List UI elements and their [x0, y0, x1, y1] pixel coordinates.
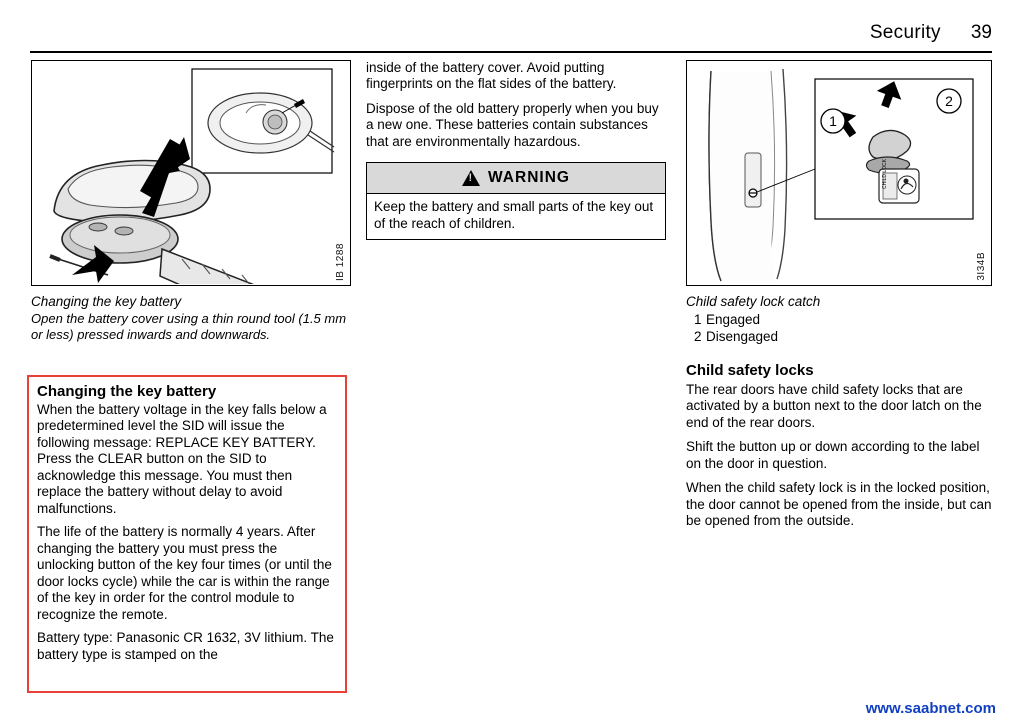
- middle-body: [366, 60, 666, 150]
- legend-item: [686, 312, 992, 329]
- legend-number: 1: [694, 312, 702, 328]
- warning-box: [366, 162, 666, 240]
- svg-text:CHILD LOCK: CHILD LOCK: [882, 158, 888, 189]
- highlighted-section: [27, 375, 347, 693]
- child-safety-lock-figure: [686, 60, 992, 286]
- warning-label: WARNING: [488, 169, 570, 187]
- legend-number: 2: [694, 329, 702, 345]
- right-section-heading: Child safety locks: [686, 362, 814, 380]
- warning-header: [367, 163, 665, 194]
- right-paragraph-2: Shift the button up or down according to the label on the door in question.: [686, 439, 980, 471]
- middle-column: [366, 60, 666, 240]
- figure-legend: [686, 312, 992, 346]
- page-number: 39: [970, 22, 992, 43]
- legend-label: Disengaged: [706, 329, 779, 345]
- figure-caption-body: Open the battery cover using a thin round tool (1.5 mm or less) pressed inwards and downwards.: [31, 311, 347, 342]
- figure-code: IB 1288: [335, 243, 346, 281]
- figure-code: 3I34B: [976, 252, 987, 281]
- highlight-paragraph-3: Battery type: Panasonic CR 1632, 3V lithium. The battery type is stamped on the: [37, 630, 334, 662]
- middle-paragraph-1: inside of the battery cover. Avoid putting fingerprints on the flat sides of the battery.: [366, 60, 617, 92]
- legend-item: [686, 329, 992, 346]
- header-divider: [30, 51, 992, 53]
- right-paragraph-1: The rear doors have child safety locks that are activated by a button next to the door latch on the end of the rear doors.: [686, 382, 982, 430]
- right-paragraph-3: When the child safety lock is in the locked position, the door cannot be opened from the inside, but can be opened from the outside.: [686, 480, 992, 529]
- figure-caption-title: Child safety lock catch: [686, 294, 821, 309]
- right-column: [686, 60, 992, 538]
- figure-caption-title: Changing the key battery: [31, 294, 182, 309]
- svg-text:1: 1: [829, 113, 837, 129]
- page-header: [30, 22, 992, 44]
- highlight-heading: Changing the key battery: [37, 383, 217, 400]
- highlight-body: [37, 402, 337, 663]
- site-url[interactable]: www.saabnet.com: [865, 700, 996, 717]
- highlight-paragraph-2: The life of the battery is normally 4 years. After changing the battery you must press the unlocking button of the key four times (or until the door locks cycle) while the car is within the range of the key in order for the control module to recognize the remote.: [37, 524, 332, 622]
- key-battery-figure: [31, 60, 351, 286]
- warning-text: Keep the battery and small parts of the key out of the reach of children.: [374, 199, 654, 231]
- child-safety-lock-illustration: [687, 61, 990, 284]
- section-title: Security: [869, 22, 941, 43]
- middle-paragraph-2: Dispose of the old battery properly when you buy a new one. These batteries contain substances that are environmentally hazardous.: [366, 100, 659, 149]
- svg-text:2: 2: [945, 93, 953, 109]
- warning-triangle-icon: [462, 170, 480, 186]
- right-body: [686, 382, 992, 530]
- left-column: [31, 60, 351, 342]
- legend-label: Engaged: [706, 312, 761, 328]
- key-battery-illustration: [32, 61, 349, 284]
- highlight-paragraph-1: When the battery voltage in the key falls below a predetermined level the SID will issue the following message: REPLACE KEY BATTERY. Press the CLEAR button on the SID to acknowledge this message. You must then replace the battery without delay to avoid malfunctions.: [37, 402, 327, 516]
